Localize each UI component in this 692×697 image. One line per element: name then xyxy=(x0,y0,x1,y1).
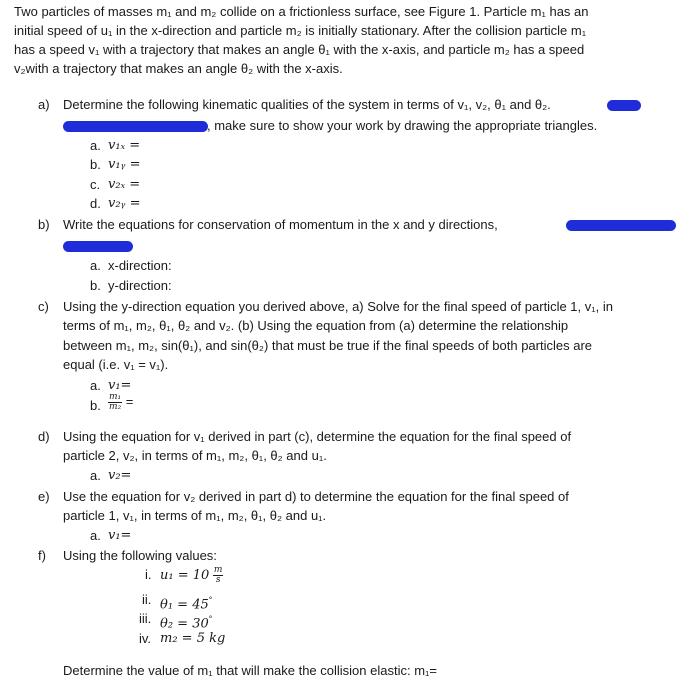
part-c-line-2: terms of m₁, m₂, θ₁, θ₂ and v₂. (b) Using the equation from (a) determine the relationship xyxy=(63,318,569,333)
part-a-item-marker: d. xyxy=(90,196,101,211)
part-b-item-x: x-direction: xyxy=(108,258,172,273)
part-d-item-v2: v₂= xyxy=(108,468,132,483)
part-c-line-3: between m₁, m₂, sin(θ₁), and sin(θ₂) that must be true if the final speeds of both particles are xyxy=(63,338,593,353)
part-a-item-v1y: v₁ᵧ = xyxy=(108,157,141,172)
fraction-denominator: s xyxy=(215,575,221,586)
redaction-mark xyxy=(607,100,641,111)
part-b-item-y: y-direction: xyxy=(108,278,172,293)
value-theta1-text: θ₁ = 45 xyxy=(160,597,209,613)
equals-sign: = xyxy=(125,394,134,409)
part-f-line-1: Using the following values: xyxy=(63,548,217,563)
intro-line-4: v₂with a trajectory that makes an angle θ₂ with the x-axis. xyxy=(14,61,343,76)
part-a-item-marker: c. xyxy=(90,177,101,192)
part-d-line-1: Using the equation for v₁ derived in part (c), determine the equation for the final speed of xyxy=(63,429,572,444)
part-a-item-marker: a. xyxy=(90,138,101,153)
degree-symbol: ° xyxy=(208,595,213,605)
part-c-item-v1: v₁= xyxy=(108,378,132,393)
part-a-item-v2x: v₂ₓ = xyxy=(108,177,141,192)
part-c-line-1: Using the y-direction equation you derived above, a) Solve for the final speed of particle 1, v₁, in xyxy=(63,299,613,314)
part-e-line-1: Use the equation for v₂ derived in part d) to determine the equation for the final speed of xyxy=(63,489,569,504)
part-a-item-marker: b. xyxy=(90,157,101,172)
part-a-label: a) xyxy=(38,97,50,112)
part-d-item-marker: a. xyxy=(90,468,101,483)
redaction-mark xyxy=(566,220,676,231)
part-e-label: e) xyxy=(38,489,50,504)
mass-ratio-fraction xyxy=(108,393,122,412)
redaction-mark xyxy=(63,121,208,132)
value-marker: i. xyxy=(145,567,152,582)
value-marker: ii. xyxy=(142,592,152,607)
part-c-line-4: equal (i.e. v₁ = v₁). xyxy=(63,357,169,372)
fraction-denominator: m₂ xyxy=(109,402,122,413)
part-a-line-2: , make sure to show your work by drawing the appropriate triangles. xyxy=(207,118,598,133)
part-c-item-marker: a. xyxy=(90,378,101,393)
value-marker: iv. xyxy=(139,631,152,646)
part-a-item-v2y: v₂ᵧ = xyxy=(108,196,141,211)
part-c-item-mass-ratio xyxy=(108,393,133,412)
part-e-line-2: particle 1, v₁, in terms of m₁, m₂, θ₁, θ₂ and u₁. xyxy=(63,508,327,523)
value-u1-text: u₁ = 10 xyxy=(160,568,210,583)
part-a-item-v1x: v₁ₓ = xyxy=(108,138,141,153)
part-f-closing: Determine the value of m₁ that will make the collision elastic: m₁= xyxy=(63,663,438,678)
intro-line-2: initial speed of u₁ in the x-direction and particle m₂ is initially stationary. After the collision particle m₁ xyxy=(14,23,587,38)
value-m2: m₂ = 5 kg xyxy=(160,631,226,646)
fraction-numerator: m xyxy=(213,565,223,576)
degree-symbol: ° xyxy=(208,614,213,624)
value-marker: iii. xyxy=(139,611,152,626)
redaction-mark xyxy=(63,241,133,252)
part-d-line-2: particle 2, v₂, in terms of m₁, m₂, θ₁, θ₂ and u₁. xyxy=(63,448,327,463)
value-theta2-text: θ₂ = 30 xyxy=(160,616,209,632)
part-b-label: b) xyxy=(38,217,50,232)
unit-fraction xyxy=(213,566,224,585)
part-e-item-v1: v₁= xyxy=(108,528,132,543)
value-u1 xyxy=(160,566,223,585)
part-b-item-marker: a. xyxy=(90,258,101,273)
fraction-numerator: m₁ xyxy=(109,392,122,403)
intro-line-3: has a speed v₁ with a trajectory that makes an angle θ₁ with the x-axis, and particle m₂ has a speed xyxy=(14,42,585,57)
part-f-label: f) xyxy=(38,548,46,563)
part-d-label: d) xyxy=(38,429,50,444)
intro-line-1: Two particles of masses m₁ and m₂ collide on a frictionless surface, see Figure 1. Particle m₁ has an xyxy=(14,4,589,19)
part-c-label: c) xyxy=(38,299,49,314)
part-c-item-marker: b. xyxy=(90,398,101,413)
part-b-item-marker: b. xyxy=(90,278,101,293)
part-a-line-1: Determine the following kinematic qualities of the system in terms of v₁, v₂, θ₁ and θ₂. xyxy=(63,97,551,112)
part-b-line-1: Write the equations for conservation of momentum in the x and y directions, xyxy=(63,217,498,232)
part-e-item-marker: a. xyxy=(90,528,101,543)
